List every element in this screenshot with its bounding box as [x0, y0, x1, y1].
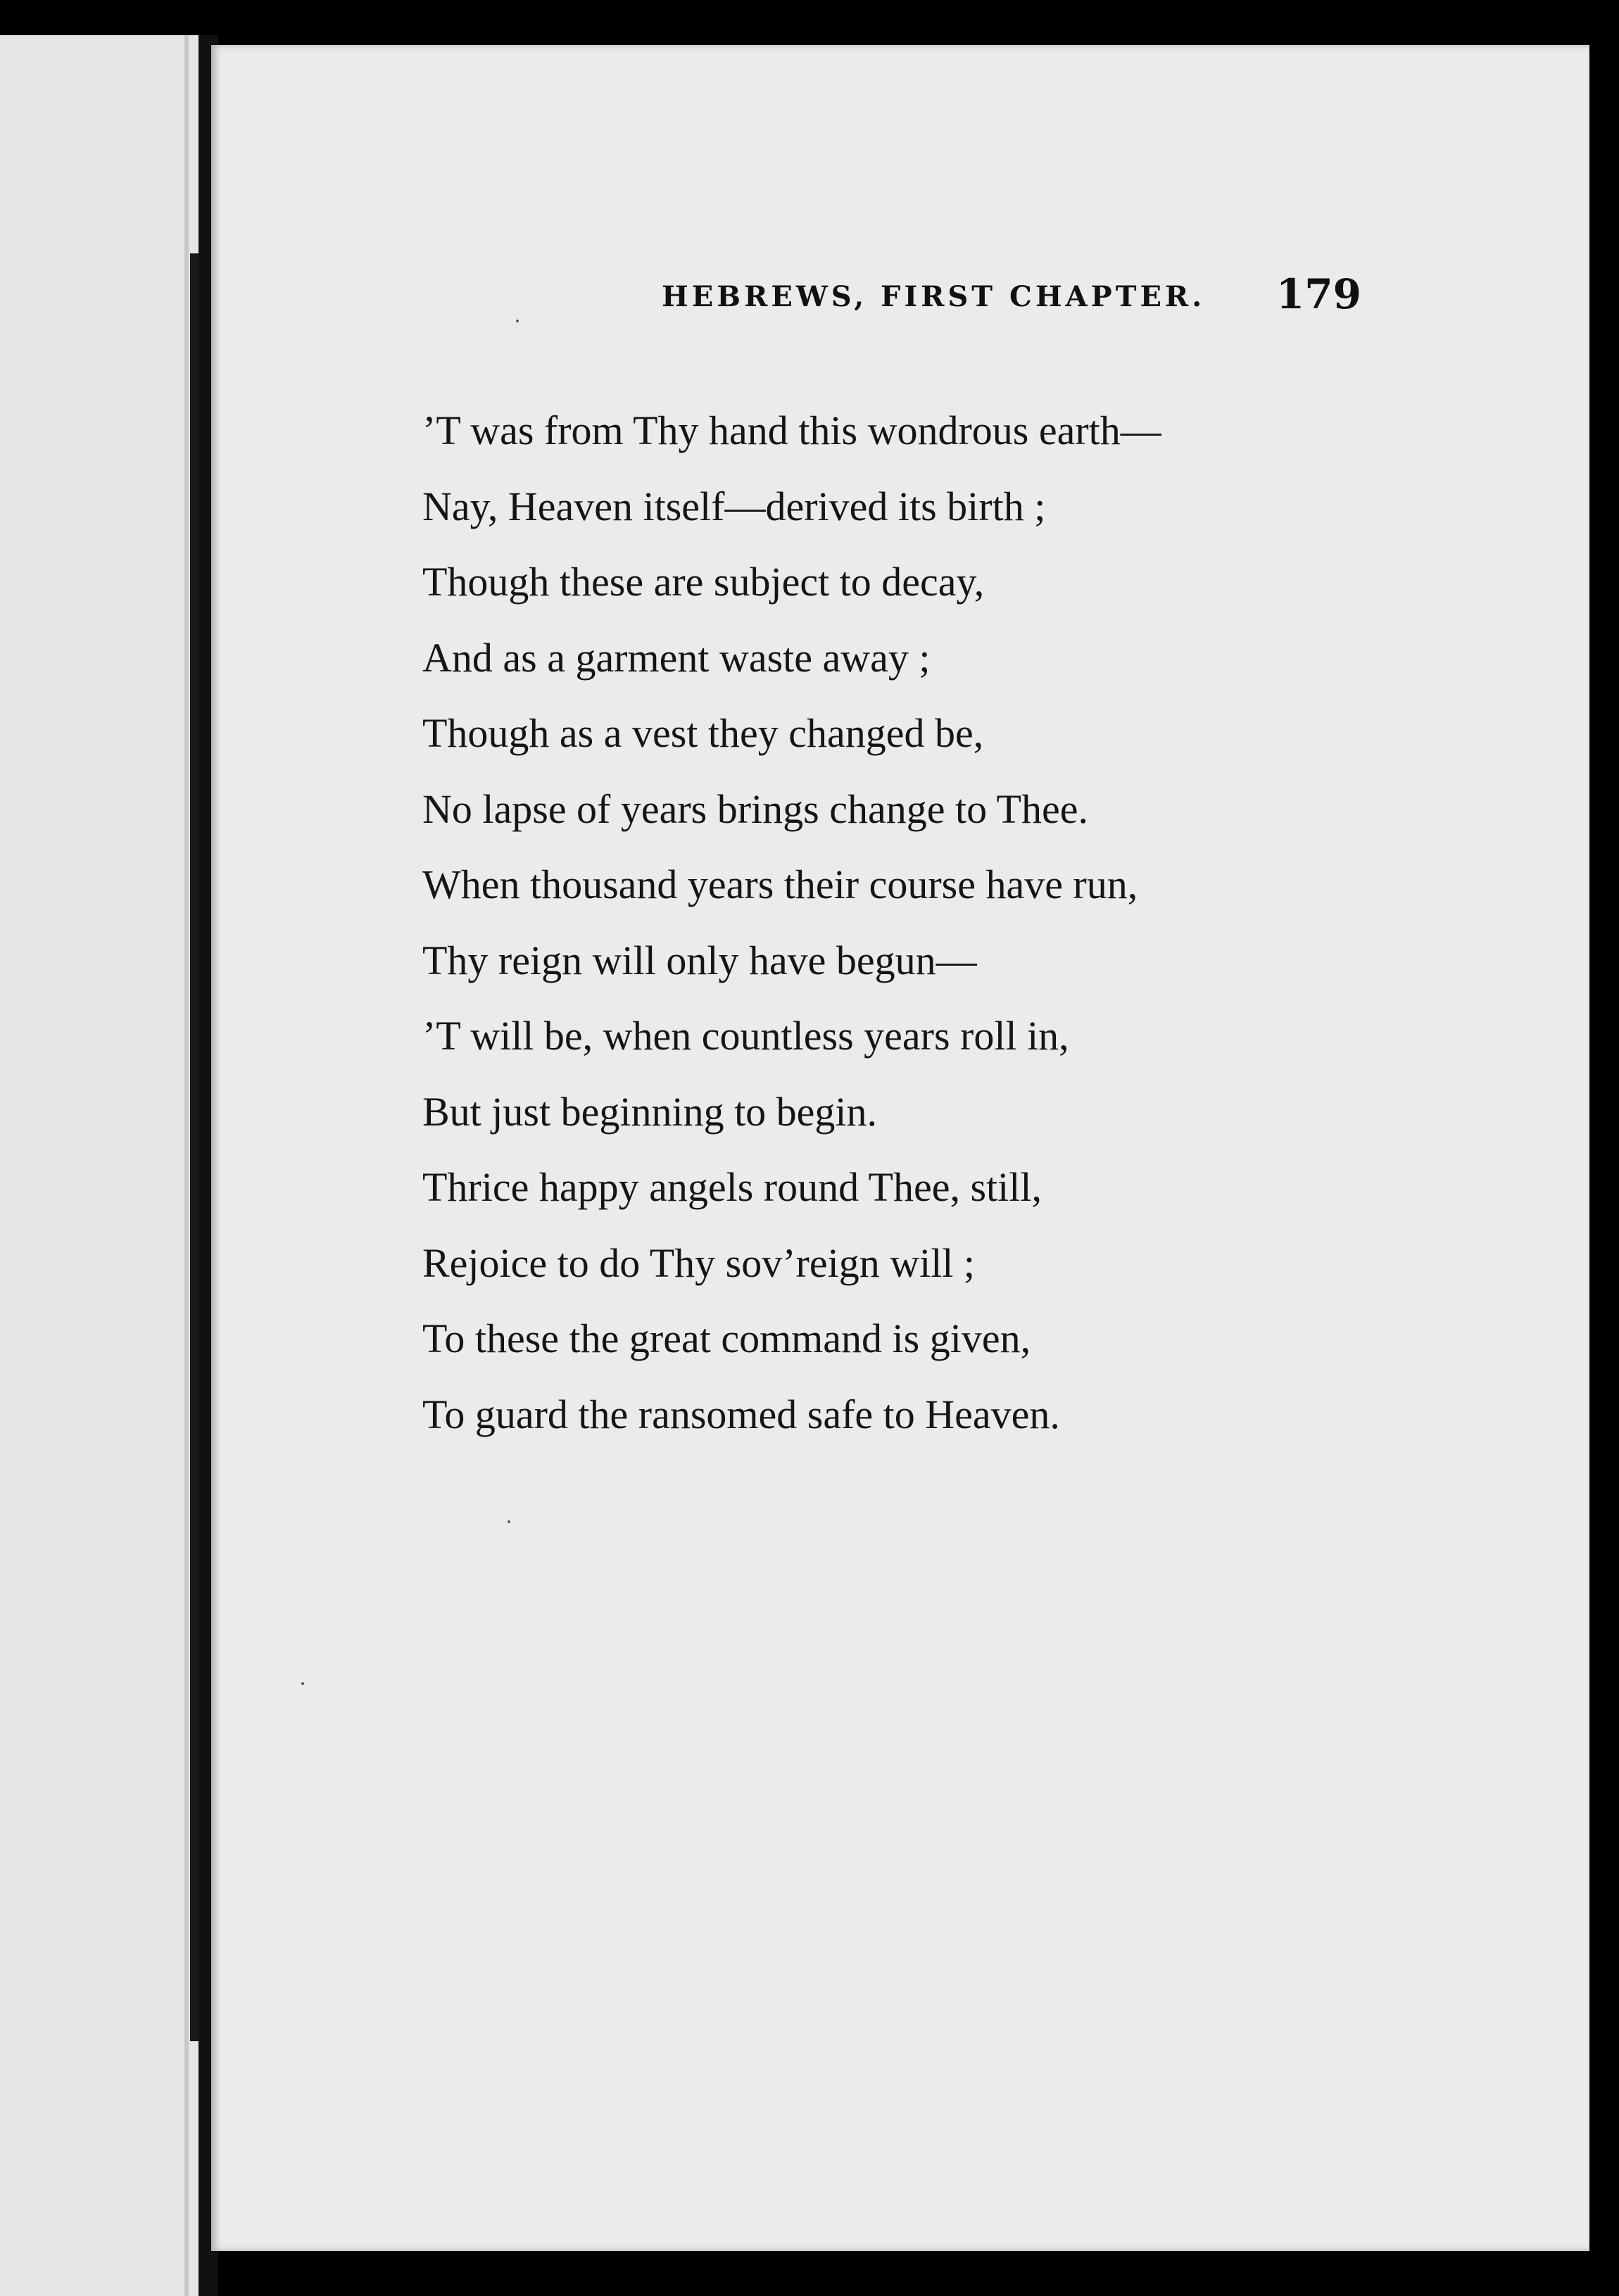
paper-speck — [508, 1520, 510, 1523]
poem-line: Nay, Heaven itself—derived its birth ; — [422, 483, 1046, 529]
poem-line: When thousand years their course have run, — [422, 862, 1138, 907]
poem-line: No lapse of years brings change to Thee. — [422, 786, 1088, 832]
poem-line: To guard the ransomed safe to Heaven. — [422, 1391, 1060, 1437]
poem-line: But just beginning to begin. — [422, 1088, 878, 1135]
poem-line: ’T was from Thy hand this wondrous earth— — [422, 408, 1161, 453]
poem-line: To these the great command is given, — [422, 1316, 1031, 1361]
poem-line: Though these are subject to decay, — [422, 559, 985, 605]
running-title: HEBREWS, FIRST CHAPTER. — [662, 280, 1206, 313]
poem-line: ’T will be, when countless years roll in, — [422, 1013, 1069, 1059]
poem-line: And as a garment waste away ; — [422, 634, 931, 681]
poem-line: Though as a vest they changed be, — [422, 710, 984, 756]
poem-text — [422, 393, 1337, 1452]
page-number: 179 — [1275, 270, 1361, 318]
running-head — [451, 270, 1380, 324]
paper-speck — [516, 320, 519, 322]
poem-line: Thrice happy angels round Thee, still, — [422, 1164, 1042, 1210]
poem-line: Rejoice to do Thy sov’reign will ; — [422, 1240, 976, 1286]
paper-speck — [301, 1682, 304, 1685]
scan-border-right — [1589, 45, 1619, 2296]
poem-line: Thy reign will only have begun— — [422, 937, 977, 983]
facing-page-edge — [0, 35, 199, 2296]
page-fold — [184, 35, 189, 2296]
